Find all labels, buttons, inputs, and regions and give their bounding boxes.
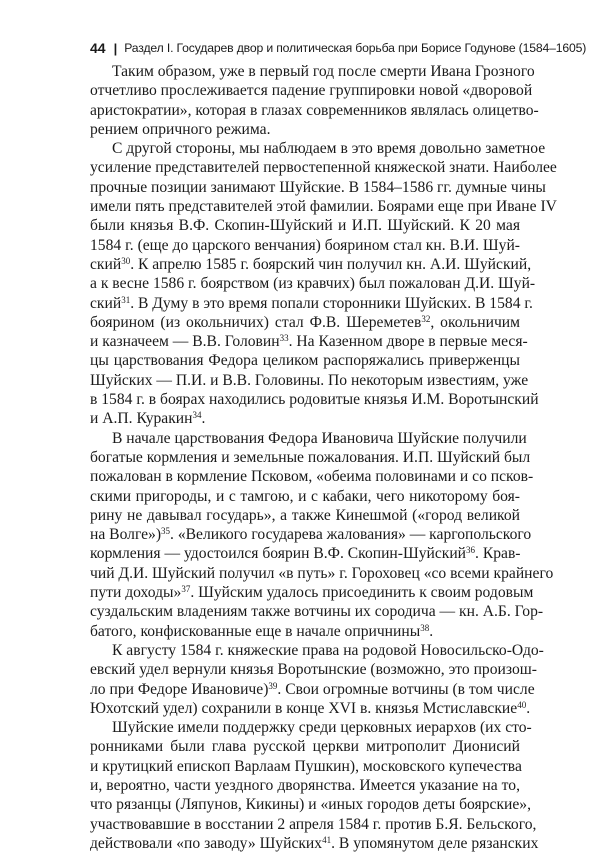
- text-line: аристократии», которая в глазах современников являлась олицетво-: [90, 101, 539, 119]
- text-line: ский$^{31}$. В Думу в это время попали сторонники Шуйских. В 1584 г.: [90, 294, 533, 312]
- text-line: С другой стороны, мы наблюдаем в это время довольно заметное: [112, 140, 546, 158]
- footnote-marker: 40: [517, 699, 527, 710]
- header-separator: |: [113, 40, 118, 56]
- text-line: ронниками были глава русской церкви митрополит Дионисий: [90, 738, 520, 756]
- text-line: и А.П. Куракин$^{34}$.: [90, 410, 206, 428]
- footnote-marker: 33: [279, 333, 289, 344]
- text-line: кормления — удостоился боярин В.Ф. Скопин-Шуйский$^{36}$. Крав-: [90, 545, 521, 563]
- text-line: на Волге»)$^{35}$. «Великого государева жалования» — каргопольского: [90, 526, 532, 544]
- paragraph: [90, 62, 539, 139]
- text-line: рину не давывал государь», а также Кинешмой («город великой: [90, 506, 520, 524]
- text-line: пути доходы»$^{37}$. Шуйским удалось присоединить к своим родовым: [90, 584, 534, 602]
- text-line: боярином (из окольничих) стал Ф.В. Шереметев$^{32}$, окольничим: [90, 313, 520, 331]
- footnote-marker: 37: [181, 584, 191, 595]
- text-line: богатые кормления и земельные пожалования. И.П. Шуйский был: [90, 448, 531, 466]
- text-line: и казначеем — В.В. Головин$^{33}$. На Казенном дворе в первые меся-: [90, 333, 528, 351]
- text-line: что рязанцы (Ляпунов, Кикины) и «иных городов деты боярские»,: [90, 796, 531, 814]
- text-line: прочные позиции занимают Шуйские. В 1584–1586 гг. думные чины: [90, 178, 546, 196]
- footnote-marker: 34: [192, 410, 202, 421]
- text-line: пожалован в кормление Псковом, «обеима половинами и со псков-: [90, 468, 534, 486]
- footnote-marker: 31: [121, 294, 131, 305]
- text-line: Таким образом, уже в первый год после смерти Ивана Грозного: [112, 63, 535, 80]
- text-line: чий Д.И. Шуйский получил «в путь» г. Гороховец «со всеми крайнего: [90, 564, 554, 582]
- text-line: Шуйские имели поддержку среди церковных иерархов (их сто-: [112, 719, 532, 737]
- paragraph: [90, 641, 544, 718]
- text-line: имели пять представителей этой фамилии. Боярами еще при Иване IV: [90, 198, 557, 216]
- text-line: участвовавшие в восстании 2 апреля 1584 г. против Б.Я. Бельского,: [90, 815, 537, 833]
- paragraph: [90, 139, 557, 428]
- footnote-marker: 35: [161, 526, 171, 537]
- text-line: и, вероятно, части уездного дворянства. Имеется указание на то,: [90, 776, 520, 794]
- footnote-marker: 39: [268, 680, 278, 691]
- page-number: 44: [90, 40, 106, 56]
- paragraph: [90, 718, 539, 853]
- body-text: [90, 62, 557, 853]
- text-line: были князья В.Ф. Скопин-Шуйский и И.П. Шуйский. К 20 мая: [90, 217, 520, 235]
- text-line: действовали «по заводу» Шуйских$^{41}$. В упомянутом деле рязанских: [90, 834, 539, 852]
- text-line: в 1584 г. в боярах находились родовитые князья И.М. Воротынский: [90, 391, 539, 409]
- text-line: ский$^{30}$. К апрелю 1585 г. боярский чин получил кн. А.И. Шуйский,: [90, 255, 532, 273]
- chapter-title: Раздел I. Государев двор и политическая борьба при Борисе Годунове (1584–1605): [124, 41, 587, 55]
- text-line: евский удел вернули князья Воротынские (возможно, это произош-: [90, 661, 537, 679]
- footnote-marker: 38: [420, 622, 430, 633]
- text-line: К августу 1584 г. княжеские права на родовой Новосильско-Одо-: [112, 641, 544, 659]
- text-line: цы царствования Федора целиком распоряжались приверженцы: [90, 352, 520, 370]
- text-line: Шуйских — П.И. и В.В. Головины. По некоторым известиям, уже: [90, 371, 529, 389]
- text-line: усиление представителей первостепенной княжеской знати. Наиболее: [90, 159, 557, 177]
- text-line: а к весне 1586 г. боярством (из кравчих) был пожалован Д.И. Шуй-: [90, 275, 536, 293]
- paragraph: [90, 429, 554, 641]
- footnote-marker: 36: [466, 545, 476, 556]
- text-line: батого, конфискованные еще в начале опричнины$^{38}$.: [90, 622, 434, 640]
- text-line: суздальским владениям также вотчины их сородича — кн. А.Б. Гор-: [90, 603, 544, 621]
- text-line: 1584 г. (еще до царского венчания) боярином стал кн. В.И. Шуй-: [90, 236, 520, 254]
- footnote-marker: 32: [421, 313, 431, 324]
- text-line: рением опричного режима.: [90, 120, 271, 138]
- text-line: отчетливо прослеживается падение группировки новой «дворовой: [90, 82, 533, 100]
- text-line: Юхотский удел) сохранили в конце XVI в. князья Мстиславские$^{40}$.: [90, 699, 531, 717]
- footnote-marker: 41: [322, 834, 332, 845]
- text-line: ло при Федоре Ивановиче)$^{39}$. Свои огромные вотчины (в том числе: [90, 680, 535, 698]
- running-header: [90, 38, 587, 58]
- text-line: В начале царствования Федора Ивановича Шуйские получили: [112, 429, 527, 447]
- text-line: скими пригороды, и с тамгою, и с кабаки, чего никоторому боя-: [90, 487, 520, 505]
- footnote-marker: 30: [121, 255, 131, 266]
- text-line: и крутицкий епископ Варлаам Пушкин), московского купечества: [90, 757, 522, 775]
